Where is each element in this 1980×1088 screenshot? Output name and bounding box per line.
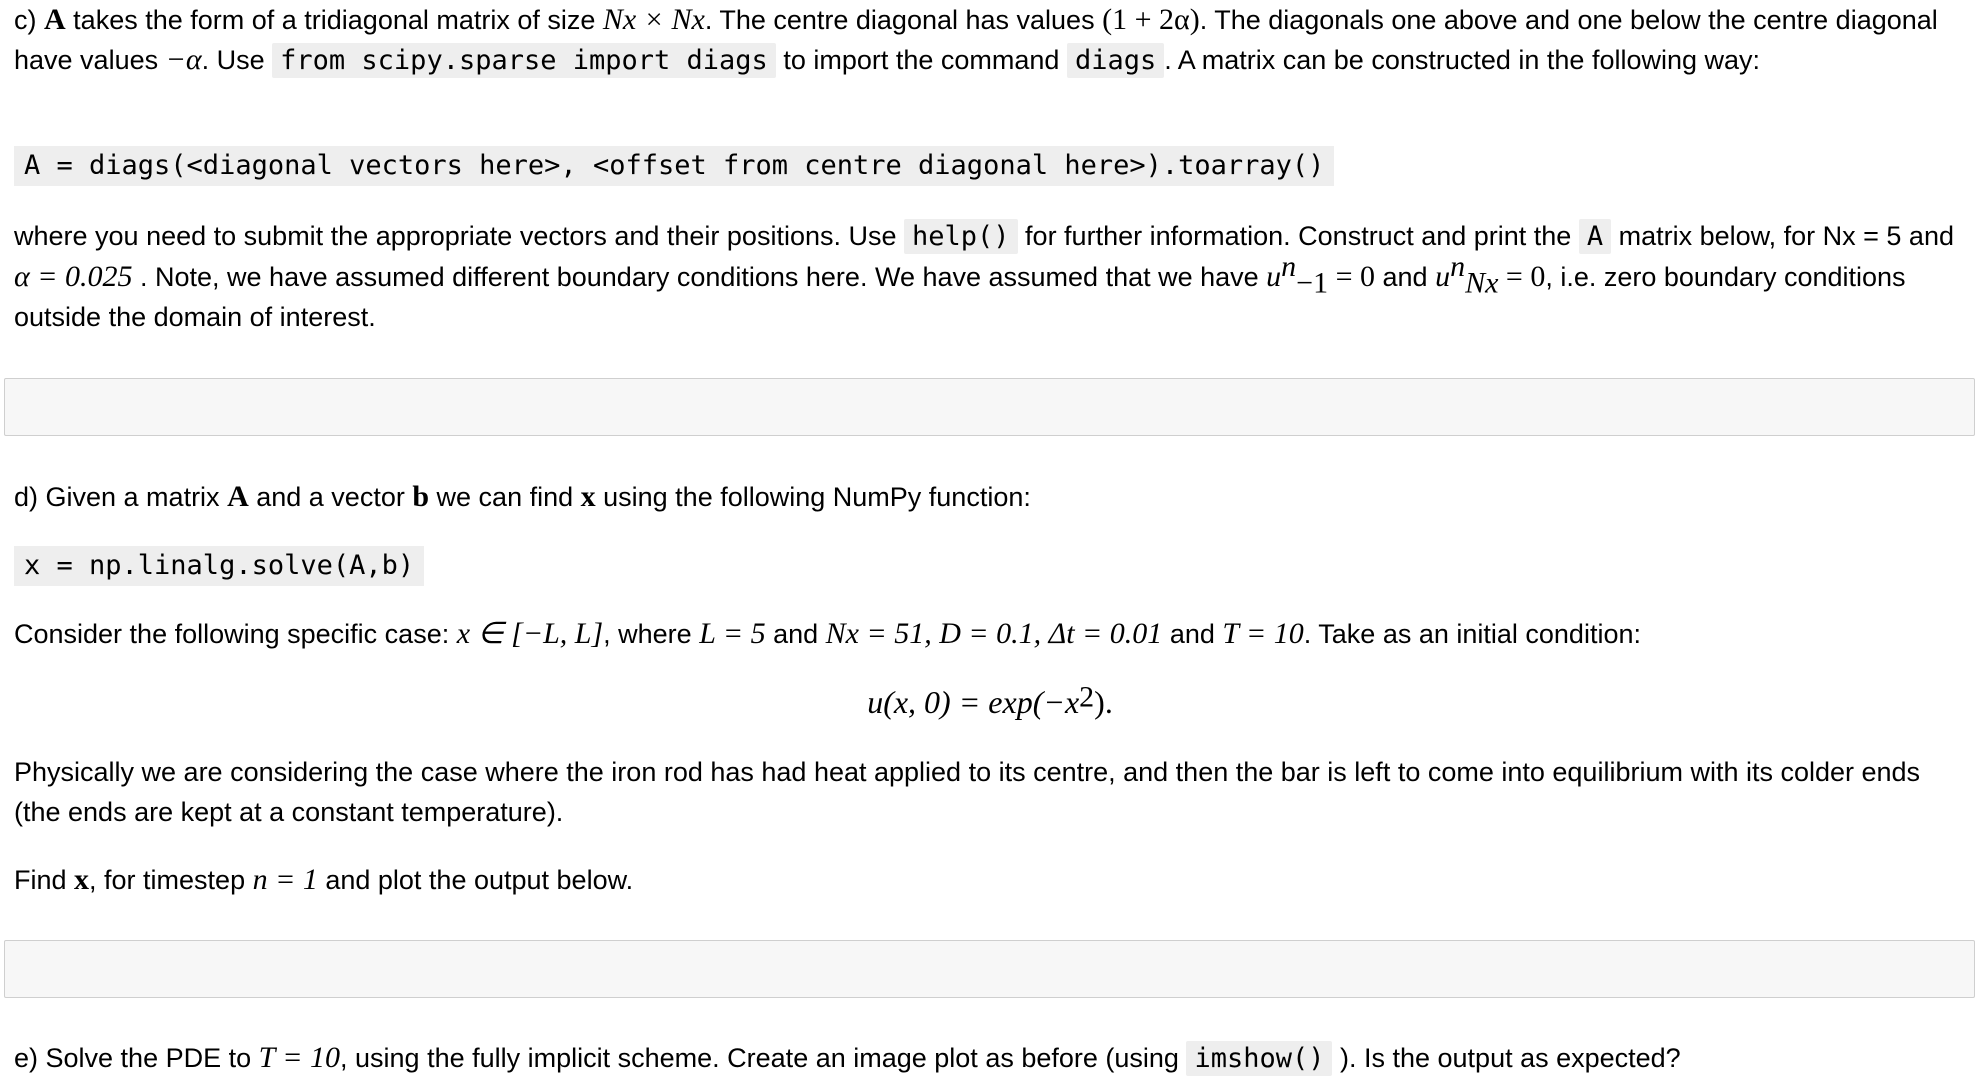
math-u: u	[1266, 260, 1282, 293]
text: , i.e. zero boundary conditions outside the domain of interest.	[14, 262, 1906, 332]
text: where you need to submit the appropriate vectors and their positions. Use	[14, 221, 904, 251]
text: Physically we are considering the case where the iron rod has had heat applied to its centre, and then the bar is left to come into equilibrium with its colder ends (the ends are kept at a constant temperature).	[14, 757, 1921, 827]
section-d-physical	[14, 752, 1966, 832]
section-e-intro	[14, 1038, 1966, 1079]
math-T: T = 10	[258, 1041, 341, 1074]
math-b: b	[412, 480, 430, 513]
initial-condition-equation	[0, 680, 1980, 731]
math-x: x	[580, 480, 596, 513]
text: . The centre diagonal has values	[704, 5, 1103, 35]
text: Consider the following specific case:	[14, 619, 457, 649]
text: and	[1162, 619, 1223, 649]
text: and	[765, 619, 826, 649]
text: we can find	[429, 482, 581, 512]
math-sup-n: n	[1281, 250, 1297, 283]
math-alpha: α = 0.025	[14, 260, 133, 293]
text: takes the form of a tridiagonal matrix of size	[65, 5, 603, 35]
text: for further information. Construct and print the	[1017, 221, 1579, 251]
text: e) Solve the PDE to	[14, 1043, 259, 1073]
text: c)	[14, 5, 44, 35]
text: . A matrix can be constructed in the following way:	[1164, 45, 1761, 75]
code-cell-empty-c[interactable]	[4, 378, 1975, 436]
equation-lhs: u(x, 0) = exp(−x	[867, 684, 1080, 720]
equation-sup: 2	[1079, 680, 1095, 714]
text: and	[1375, 262, 1436, 292]
section-d-task	[14, 860, 1966, 900]
text: d) Given a matrix	[14, 482, 228, 512]
math-L: L = 5	[699, 617, 766, 650]
text: using the following NumPy function:	[595, 482, 1031, 512]
math-A: A	[227, 480, 249, 513]
math-sub-minus1: −1	[1296, 266, 1329, 300]
math-sup-n: n	[1450, 250, 1466, 283]
math-params: Nx = 51, D = 0.1, Δt = 0.01	[825, 617, 1163, 650]
math-A: A	[44, 3, 66, 36]
inline-code-A: A	[1579, 219, 1611, 254]
text: . Take as an initial condition:	[1303, 619, 1641, 649]
section-c-intro	[14, 0, 1966, 81]
math-T: T = 10	[1222, 617, 1304, 650]
math-eq-zero: = 0	[1498, 260, 1546, 293]
section-c-instructions	[14, 216, 1966, 337]
code-block-diags: A = diags(<diagonal vectors here>, <offset from centre diagonal here>).toarray()	[14, 146, 1334, 186]
text: and a vector	[248, 482, 413, 512]
math-domain: x ∈ [−L, L]	[456, 617, 604, 650]
code-cell-empty-d[interactable]	[4, 940, 1975, 998]
math-u: u	[1435, 260, 1451, 293]
text: , where	[603, 619, 700, 649]
text: . Use	[201, 45, 273, 75]
math-size: Nx × Nx	[602, 3, 705, 36]
inline-code-imshow: imshow()	[1186, 1041, 1332, 1076]
math-sub-Nx: Nx	[1465, 266, 1499, 300]
text: Find	[14, 865, 75, 895]
text: matrix below, for Nx = 5 and	[1611, 221, 1954, 251]
text: . Note, we have assumed different boundary conditions here. We have assumed that we have	[132, 262, 1267, 292]
math-n: n = 1	[252, 863, 318, 896]
text: ). Is the output as expected?	[1332, 1043, 1681, 1073]
text: , using the fully implicit scheme. Create an image plot as before (using	[340, 1043, 1187, 1073]
text: . The diagonals one above and one below the centre diagonal have values	[14, 5, 1938, 75]
math-centre-value: (1 + 2α)	[1102, 3, 1200, 36]
text: to import the command	[775, 45, 1067, 75]
math-offdiag-value: −α	[165, 43, 202, 76]
inline-code-import: from scipy.sparse import diags	[272, 43, 776, 78]
section-d-intro	[14, 477, 1966, 517]
equation-rhs: ).	[1094, 684, 1113, 720]
math-x: x	[74, 863, 90, 896]
text: , for timestep	[89, 865, 253, 895]
text: and plot the output below.	[317, 865, 634, 895]
inline-code-help: help()	[904, 219, 1018, 254]
section-d-case	[14, 614, 1966, 654]
math-eq-zero: = 0	[1328, 260, 1376, 293]
inline-code-diags: diags	[1067, 43, 1164, 78]
code-block-solve: x = np.linalg.solve(A,b)	[14, 546, 424, 586]
